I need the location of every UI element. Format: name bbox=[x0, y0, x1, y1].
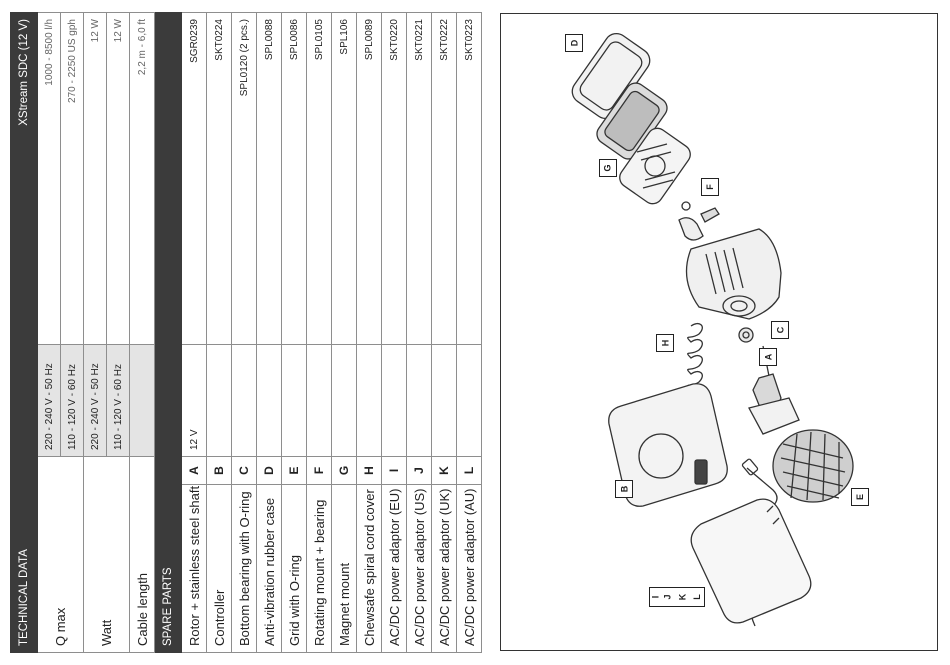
technical-data-title: TECHNICAL DATA bbox=[11, 345, 38, 653]
spare-part-voltage bbox=[357, 345, 382, 457]
spare-part-voltage bbox=[207, 345, 232, 457]
spare-part-code: SKT0224 bbox=[207, 13, 232, 345]
spare-part-voltage bbox=[382, 345, 407, 457]
spare-part-name: Controller bbox=[207, 485, 232, 653]
spare-part-code: SPL0105 bbox=[307, 13, 332, 345]
watt-value-2: 12 W bbox=[107, 13, 130, 345]
spare-part-code: SPL0089 bbox=[357, 13, 382, 345]
spare-part-code: SPL106 bbox=[332, 13, 357, 345]
spare-part-name: AC/DC power adaptor (EU) bbox=[382, 485, 407, 653]
spare-part-voltage bbox=[432, 345, 457, 457]
power-adaptor-illustration bbox=[691, 499, 811, 623]
spare-part-voltage bbox=[307, 345, 332, 457]
spare-part-letter: J bbox=[407, 457, 432, 485]
spare-part-code: SKT0223 bbox=[457, 13, 482, 345]
diagram-drawing bbox=[501, 14, 939, 652]
spec-table bbox=[10, 12, 482, 653]
product-name: XStream SDC (12 V) bbox=[11, 13, 38, 345]
spare-part-voltage bbox=[257, 345, 282, 457]
grid-illustration bbox=[773, 430, 853, 502]
spare-part-letter: K bbox=[432, 457, 457, 485]
spare-part-code: SPL0088 bbox=[257, 13, 282, 345]
freq-50hz: 220 - 240 V - 50 Hz bbox=[38, 345, 61, 457]
qmax-value-2: 270 - 2250 US gph bbox=[61, 13, 84, 345]
spare-part-row bbox=[407, 13, 432, 653]
spare-parts-title: SPARE PARTS bbox=[155, 13, 182, 653]
spare-part-voltage: 12 V bbox=[182, 345, 207, 457]
spare-part-voltage bbox=[457, 345, 482, 457]
freq-50hz: 220 - 240 V - 50 Hz bbox=[84, 345, 107, 457]
spare-part-code: SKT0221 bbox=[407, 13, 432, 345]
qmax-value-1: 1000 - 8500 l/h bbox=[38, 13, 61, 345]
label-c: C bbox=[771, 321, 789, 339]
spare-part-letter: D bbox=[257, 457, 282, 485]
spare-part-row bbox=[382, 13, 407, 653]
spare-part-row bbox=[357, 13, 382, 653]
spare-part-letter: L bbox=[457, 457, 482, 485]
spare-part-row bbox=[432, 13, 457, 653]
spare-part-code: SGR0239 bbox=[182, 13, 207, 345]
spare-part-code: SPL0120 (2 pcs.) bbox=[232, 13, 257, 345]
label-h: H bbox=[656, 334, 674, 352]
label-ijkl: I J K L bbox=[649, 587, 705, 607]
spare-part-letter: A bbox=[182, 457, 207, 485]
qmax-row bbox=[38, 13, 61, 653]
spec-table-panel bbox=[10, 13, 477, 653]
spare-part-row bbox=[257, 13, 282, 653]
spare-part-letter: H bbox=[357, 457, 382, 485]
cable-row bbox=[130, 13, 155, 653]
spare-part-letter: B bbox=[207, 457, 232, 485]
spare-part-voltage bbox=[282, 345, 307, 457]
label-b: B bbox=[615, 480, 633, 498]
spare-part-name: Anti-vibration rubber case bbox=[257, 485, 282, 653]
spare-part-voltage bbox=[332, 345, 357, 457]
watt-row bbox=[84, 13, 107, 653]
spare-part-letter: C bbox=[232, 457, 257, 485]
spare-part-name: Rotor + stainless steel shaft bbox=[182, 485, 207, 653]
spare-part-row bbox=[182, 13, 207, 653]
bearing-illustration bbox=[739, 328, 753, 342]
watt-value-1: 12 W bbox=[84, 13, 107, 345]
spare-part-voltage bbox=[407, 345, 432, 457]
spare-part-letter: I bbox=[382, 457, 407, 485]
spare-part-name: Rotating mount + bearing bbox=[307, 485, 332, 653]
spare-part-name: Grid with O-ring bbox=[282, 485, 307, 653]
cable-value: 2,2 m - 6,0 ft bbox=[130, 13, 155, 345]
spare-part-name: AC/DC power adaptor (US) bbox=[407, 485, 432, 653]
spare-part-letter: E bbox=[282, 457, 307, 485]
spare-part-code: SKT0220 bbox=[382, 13, 407, 345]
watt-label: Watt bbox=[84, 457, 130, 653]
spare-parts-header-row bbox=[155, 13, 182, 653]
label-e: E bbox=[851, 488, 869, 506]
label-a: A bbox=[759, 348, 777, 366]
label-d: D bbox=[565, 34, 583, 52]
spare-parts-list bbox=[182, 13, 482, 653]
qmax-label: Q max bbox=[38, 457, 84, 653]
cable-label: Cable length bbox=[130, 457, 155, 653]
spare-part-row bbox=[307, 13, 332, 653]
spare-part-voltage bbox=[232, 345, 257, 457]
spare-part-row bbox=[282, 13, 307, 653]
spare-part-letter: F bbox=[307, 457, 332, 485]
label-f: F bbox=[701, 178, 719, 196]
freq-60hz: 110 - 120 V - 60 Hz bbox=[61, 345, 84, 457]
spare-part-name: Bottom bearing with O-ring bbox=[232, 485, 257, 653]
spare-part-name: Chewsafe spiral cord cover bbox=[357, 485, 382, 653]
spare-part-row bbox=[457, 13, 482, 653]
label-g: G bbox=[599, 159, 617, 177]
spare-part-code: SKT0222 bbox=[432, 13, 457, 345]
spare-part-name: AC/DC power adaptor (UK) bbox=[432, 485, 457, 653]
motor-housing-illustration bbox=[687, 229, 782, 319]
spare-part-name: Magnet mount bbox=[332, 485, 357, 653]
exploded-diagram bbox=[500, 13, 938, 651]
spare-part-code: SPL0086 bbox=[282, 13, 307, 345]
spare-part-letter: G bbox=[332, 457, 357, 485]
spare-part-row bbox=[332, 13, 357, 653]
spare-part-row bbox=[232, 13, 257, 653]
spare-part-row bbox=[207, 13, 232, 653]
spare-part-name: AC/DC power adaptor (AU) bbox=[457, 485, 482, 653]
technical-data-header-row bbox=[11, 13, 38, 653]
rotating-mount-illustration bbox=[679, 202, 719, 240]
freq-60hz: 110 - 120 V - 60 Hz bbox=[107, 345, 130, 457]
